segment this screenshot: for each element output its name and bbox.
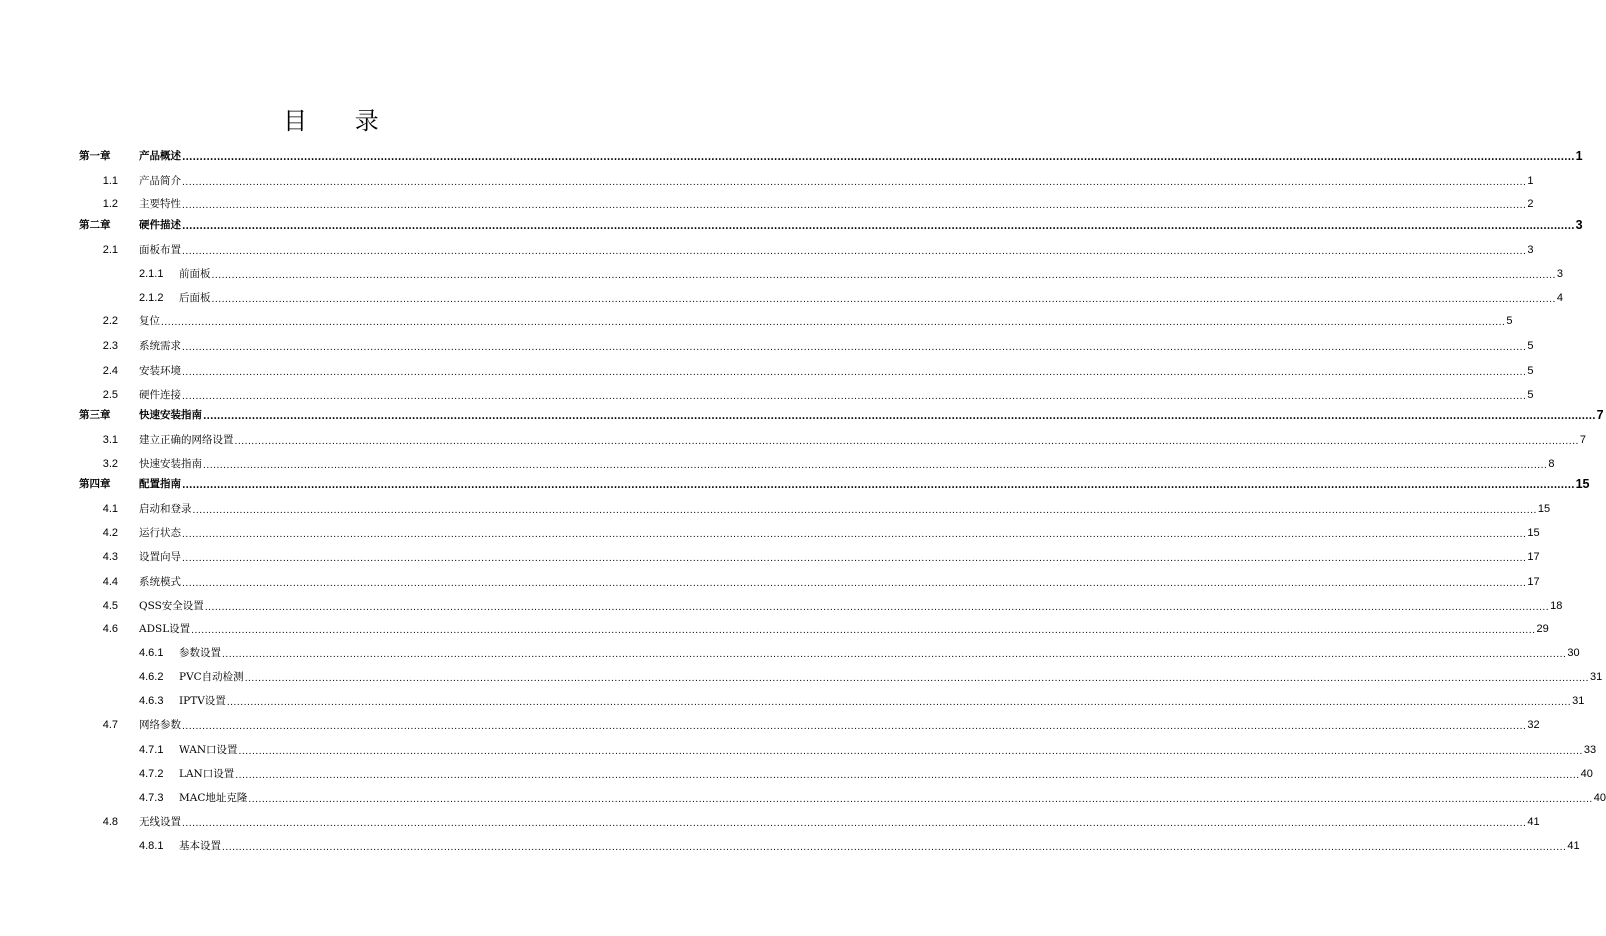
toc-subsection-row[interactable] bbox=[0, 788, 1606, 808]
toc-leader-dots: ................................................................................................................................................................................................................................................................................................................................................................................................................ bbox=[182, 221, 1575, 232]
toc-label: QSS安全设置 bbox=[139, 600, 204, 612]
toc-entry[interactable] bbox=[179, 788, 1606, 808]
toc-page-number: 32 bbox=[1527, 719, 1540, 731]
toc-page-number: 5 bbox=[1527, 365, 1534, 377]
toc-leader-dots: ................................................................................................................................................................................................................................................................................................................................................................................................................ bbox=[182, 392, 1527, 402]
toc-page-number: 41 bbox=[1567, 840, 1580, 852]
toc-label: 产品概述 bbox=[139, 150, 181, 162]
toc-number: 2.4 bbox=[102, 365, 118, 377]
toc-number: 4.1 bbox=[102, 503, 118, 515]
toc-number: 2.1.1 bbox=[139, 268, 164, 280]
toc-subsection-row[interactable] bbox=[0, 643, 1580, 663]
toc-number: 4.6.1 bbox=[139, 647, 164, 659]
toc-page-number: 1 bbox=[1575, 149, 1583, 163]
toc-label: 网络参数 bbox=[139, 719, 181, 731]
toc-number: 4.6.3 bbox=[139, 695, 164, 707]
toc-entry[interactable] bbox=[179, 740, 1597, 760]
toc-label: 设置向导 bbox=[139, 551, 181, 563]
toc-page-number: 17 bbox=[1527, 576, 1540, 588]
toc-page-number: 31 bbox=[1572, 695, 1585, 707]
toc-number: 2.1.2 bbox=[139, 292, 164, 304]
toc-entry[interactable] bbox=[139, 572, 1540, 592]
toc-page-number: 40 bbox=[1580, 768, 1593, 780]
toc-page-number: 31 bbox=[1590, 671, 1603, 683]
toc-leader-dots: ................................................................................................................................................................................................................................................................................................................................................................................................................ bbox=[182, 152, 1575, 163]
toc-leader-dots: ................................................................................................................................................................................................................................................................................................................................................................................................................ bbox=[211, 295, 1556, 305]
toc-page-number: 8 bbox=[1548, 458, 1555, 470]
toc-page-number: 7 bbox=[1596, 408, 1604, 422]
toc-label: IPTV设置 bbox=[179, 695, 226, 707]
toc-label: ADSL设置 bbox=[139, 623, 191, 635]
toc-number: 第三章 bbox=[79, 409, 111, 421]
toc-leader-dots: ................................................................................................................................................................................................................................................................................................................................................................................................................ bbox=[182, 579, 1527, 589]
toc-leader-dots: ................................................................................................................................................................................................................................................................................................................................................................................................................ bbox=[203, 461, 1548, 471]
toc-label: 无线设置 bbox=[139, 816, 181, 828]
toc-leader-dots: ................................................................................................................................................................................................................................................................................................................................................................................................................ bbox=[182, 201, 1527, 211]
toc-subsection-row[interactable] bbox=[0, 764, 1593, 784]
toc-subsection-row[interactable] bbox=[0, 288, 1563, 308]
toc-leader-dots: ................................................................................................................................................................................................................................................................................................................................................................................................................ bbox=[248, 795, 1593, 805]
toc-section-row[interactable] bbox=[0, 547, 1540, 567]
toc-entry[interactable] bbox=[179, 643, 1580, 663]
toc-page-number: 29 bbox=[1536, 623, 1549, 635]
toc-section-row[interactable] bbox=[0, 454, 1555, 474]
toc-number: 4.7.3 bbox=[139, 792, 164, 804]
toc-entry[interactable] bbox=[179, 667, 1603, 687]
toc-leader-dots: ................................................................................................................................................................................................................................................................................................................................................................................................................ bbox=[182, 819, 1527, 829]
toc-entry[interactable] bbox=[179, 764, 1593, 784]
toc-label: LAN口设置 bbox=[179, 768, 235, 780]
toc-leader-dots: ................................................................................................................................................................................................................................................................................................................................................................................................................ bbox=[161, 318, 1506, 328]
toc-number: 4.3 bbox=[102, 551, 118, 563]
toc-chapter-row[interactable] bbox=[0, 474, 1590, 494]
toc-number: 3.1 bbox=[102, 434, 118, 446]
toc-chapter-row[interactable] bbox=[0, 215, 1583, 235]
toc-section-row[interactable] bbox=[0, 171, 1534, 191]
toc-page-number: 41 bbox=[1527, 816, 1540, 828]
toc-entry[interactable] bbox=[139, 547, 1540, 567]
toc-section-row[interactable] bbox=[0, 619, 1549, 639]
toc-leader-dots: ................................................................................................................................................................................................................................................................................................................................................................................................................ bbox=[234, 437, 1579, 447]
toc-leader-dots: ................................................................................................................................................................................................................................................................................................................................................................................................................ bbox=[182, 480, 1575, 491]
toc-section-row[interactable] bbox=[0, 596, 1563, 616]
toc-entry[interactable] bbox=[139, 240, 1534, 260]
toc-label: 主要特性 bbox=[139, 198, 181, 210]
toc-section-row[interactable] bbox=[0, 194, 1534, 214]
toc-number: 4.5 bbox=[102, 600, 118, 612]
page-title: 目 录 bbox=[283, 107, 399, 135]
toc-entry[interactable] bbox=[139, 430, 1586, 450]
toc-page-number: 30 bbox=[1567, 647, 1580, 659]
toc-entry[interactable] bbox=[179, 264, 1563, 284]
toc-number: 3.2 bbox=[102, 458, 118, 470]
toc-entry[interactable] bbox=[139, 405, 1604, 425]
toc-entry[interactable] bbox=[179, 691, 1585, 711]
toc-page-number: 15 bbox=[1575, 477, 1590, 491]
toc-page-number: 15 bbox=[1527, 527, 1540, 539]
toc-entry[interactable] bbox=[139, 812, 1540, 832]
toc-entry[interactable] bbox=[179, 288, 1563, 308]
toc-label: 建立正确的网络设置 bbox=[139, 434, 234, 446]
toc-number: 4.8.1 bbox=[139, 840, 164, 852]
toc-label: 配置指南 bbox=[139, 478, 181, 490]
toc-number: 4.4 bbox=[102, 576, 118, 588]
toc-label: 系统需求 bbox=[139, 340, 181, 352]
toc-leader-dots: ................................................................................................................................................................................................................................................................................................................................................................................................................ bbox=[182, 554, 1527, 564]
toc-leader-dots: ................................................................................................................................................................................................................................................................................................................................................................................................................ bbox=[182, 247, 1527, 257]
toc-entry[interactable] bbox=[139, 311, 1513, 331]
toc-page-number: 18 bbox=[1550, 600, 1563, 612]
toc-label: 后面板 bbox=[179, 292, 211, 304]
toc-entry[interactable] bbox=[139, 596, 1563, 616]
toc-leader-dots: ................................................................................................................................................................................................................................................................................................................................................................................................................ bbox=[235, 771, 1580, 781]
toc-entry[interactable] bbox=[139, 474, 1590, 494]
toc-page-number: 33 bbox=[1583, 744, 1597, 756]
toc-leader-dots: ................................................................................................................................................................................................................................................................................................................................................................................................................ bbox=[182, 722, 1527, 732]
toc-leader-dots: ................................................................................................................................................................................................................................................................................................................................................................................................................ bbox=[182, 178, 1527, 188]
toc-page-number: 3 bbox=[1575, 218, 1583, 232]
toc-number: 2.2 bbox=[102, 315, 118, 327]
toc-page-number: 4 bbox=[1556, 292, 1563, 304]
toc-number: 1.2 bbox=[102, 198, 118, 210]
toc-entry[interactable] bbox=[139, 336, 1534, 356]
toc-subsection-row[interactable] bbox=[0, 264, 1563, 284]
toc-label: 面板布置 bbox=[139, 244, 181, 256]
toc-entry[interactable] bbox=[179, 836, 1580, 856]
toc-label: 运行状态 bbox=[139, 527, 181, 539]
toc-page-number: 17 bbox=[1527, 551, 1540, 563]
toc-entry[interactable] bbox=[139, 454, 1555, 474]
toc-label: 启动和登录 bbox=[139, 503, 192, 515]
toc-section-row[interactable] bbox=[0, 715, 1540, 735]
toc-number: 2.1 bbox=[102, 244, 118, 256]
toc-label: 安装环境 bbox=[139, 365, 181, 377]
toc-leader-dots: ................................................................................................................................................................................................................................................................................................................................................................................................................ bbox=[222, 650, 1567, 660]
toc-number: 4.7.2 bbox=[139, 768, 164, 780]
toc-subsection-row[interactable] bbox=[0, 740, 1597, 760]
toc-entry[interactable] bbox=[139, 361, 1534, 381]
toc-label: 快速安装指南 bbox=[139, 458, 202, 470]
toc-label: 硬件连接 bbox=[139, 389, 181, 401]
toc-leader-dots: ................................................................................................................................................................................................................................................................................................................................................................................................................ bbox=[238, 747, 1583, 757]
toc-subsection-row[interactable] bbox=[0, 691, 1585, 711]
toc-section-row[interactable] bbox=[0, 240, 1534, 260]
toc-label: 参数设置 bbox=[179, 647, 221, 659]
toc-leader-dots: ................................................................................................................................................................................................................................................................................................................................................................................................................ bbox=[222, 843, 1567, 853]
toc-label: 前面板 bbox=[179, 268, 211, 280]
toc-leader-dots: ................................................................................................................................................................................................................................................................................................................................................................................................................ bbox=[226, 698, 1572, 708]
toc-entry[interactable] bbox=[139, 715, 1540, 735]
toc-subsection-row[interactable] bbox=[0, 667, 1603, 687]
toc-section-row[interactable] bbox=[0, 523, 1540, 543]
toc-section-row[interactable] bbox=[0, 311, 1513, 331]
toc-number: 4.7.1 bbox=[139, 744, 164, 756]
toc-leader-dots: ................................................................................................................................................................................................................................................................................................................................................................................................................ bbox=[204, 603, 1550, 613]
toc-entry[interactable] bbox=[139, 215, 1583, 235]
toc-label: 硬件描述 bbox=[139, 219, 181, 231]
toc-page-number: 15 bbox=[1537, 503, 1551, 515]
toc-label: 产品简介 bbox=[139, 175, 181, 187]
toc-leader-dots: ................................................................................................................................................................................................................................................................................................................................................................................................................ bbox=[182, 368, 1527, 378]
toc-entry[interactable] bbox=[139, 499, 1551, 519]
toc-label: MAC地址克隆 bbox=[179, 792, 248, 804]
toc-page-number: 40 bbox=[1593, 792, 1606, 804]
toc-entry[interactable] bbox=[139, 171, 1534, 191]
toc-number: 4.6 bbox=[102, 623, 118, 635]
toc-subsection-row[interactable] bbox=[0, 836, 1580, 856]
toc-section-row[interactable] bbox=[0, 499, 1551, 519]
toc-entry[interactable] bbox=[139, 385, 1534, 405]
toc-chapter-row[interactable] bbox=[0, 405, 1604, 425]
toc-number: 第二章 bbox=[79, 219, 111, 231]
toc-leader-dots: ................................................................................................................................................................................................................................................................................................................................................................................................................ bbox=[244, 674, 1590, 684]
toc-leader-dots: ................................................................................................................................................................................................................................................................................................................................................................................................................ bbox=[191, 626, 1536, 636]
toc-number: 4.7 bbox=[102, 719, 118, 731]
toc-leader-dots: ................................................................................................................................................................................................................................................................................................................................................................................................................ bbox=[211, 271, 1556, 281]
toc-page-number: 3 bbox=[1556, 268, 1563, 280]
toc-entry[interactable] bbox=[139, 146, 1583, 166]
toc-section-row[interactable] bbox=[0, 812, 1540, 832]
toc-number: 4.2 bbox=[102, 527, 118, 539]
toc-number: 1.1 bbox=[102, 175, 118, 187]
toc-label: 快速安装指南 bbox=[139, 409, 202, 421]
toc-label: 复位 bbox=[139, 315, 160, 327]
toc-leader-dots: ................................................................................................................................................................................................................................................................................................................................................................................................................ bbox=[203, 411, 1596, 422]
toc-number: 4.6.2 bbox=[139, 671, 164, 683]
toc-page-number: 1 bbox=[1527, 175, 1534, 187]
toc-number: 4.8 bbox=[102, 816, 118, 828]
toc-section-row[interactable] bbox=[0, 361, 1534, 381]
toc-entry[interactable] bbox=[139, 523, 1540, 543]
toc-section-row[interactable] bbox=[0, 430, 1586, 450]
toc-entry[interactable] bbox=[139, 194, 1534, 214]
toc-label: 系统模式 bbox=[139, 576, 181, 588]
toc-label: 基本设置 bbox=[179, 840, 221, 852]
toc-number: 2.3 bbox=[102, 340, 118, 352]
toc-number: 第四章 bbox=[79, 478, 111, 490]
toc-page-number: 5 bbox=[1527, 389, 1534, 401]
toc-page-number: 5 bbox=[1506, 315, 1513, 327]
toc-section-row[interactable] bbox=[0, 385, 1534, 405]
toc-number: 第一章 bbox=[79, 150, 111, 162]
toc-number: 2.5 bbox=[102, 389, 118, 401]
toc-leader-dots: ................................................................................................................................................................................................................................................................................................................................................................................................................ bbox=[182, 343, 1527, 353]
toc-label: WAN口设置 bbox=[179, 744, 238, 756]
toc-label: PVC自动检测 bbox=[179, 671, 244, 683]
toc-leader-dots: ................................................................................................................................................................................................................................................................................................................................................................................................................ bbox=[192, 506, 1537, 516]
toc-section-row[interactable] bbox=[0, 572, 1540, 592]
toc-page-number: 3 bbox=[1527, 244, 1534, 256]
toc-section-row[interactable] bbox=[0, 336, 1534, 356]
toc-page-number: 2 bbox=[1527, 198, 1534, 210]
toc-chapter-row[interactable] bbox=[0, 146, 1583, 166]
toc-page-number: 5 bbox=[1527, 340, 1534, 352]
toc-page-number: 7 bbox=[1579, 434, 1586, 446]
toc-leader-dots: ................................................................................................................................................................................................................................................................................................................................................................................................................ bbox=[182, 530, 1527, 540]
toc-entry[interactable] bbox=[139, 619, 1549, 639]
